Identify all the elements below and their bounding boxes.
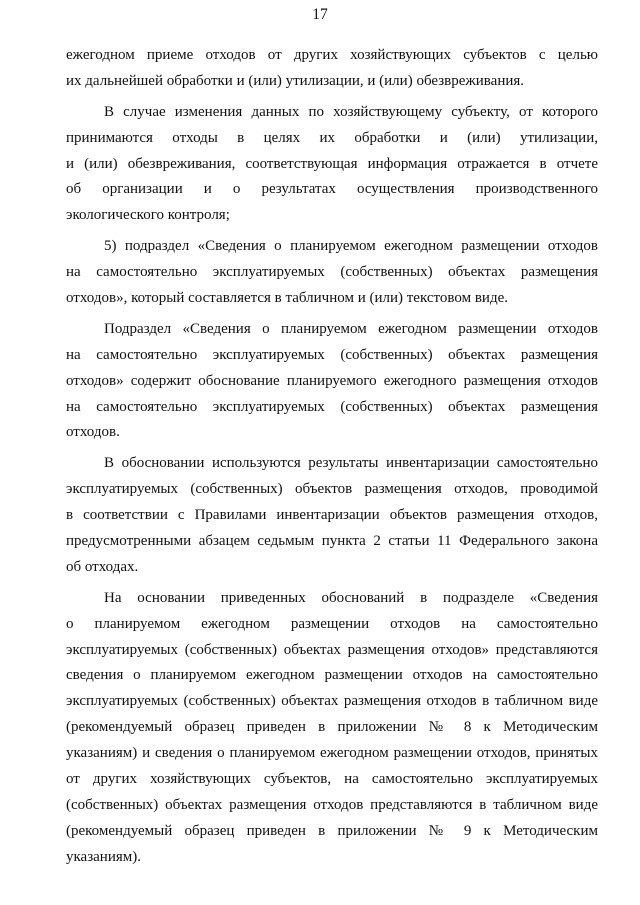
text-line: (собственных) объектах размещения отходов представляются в табличном виде	[66, 796, 598, 813]
text-line: предусмотренными абзацем седьмым пункта 2 статьи 11 Федерального закона	[66, 533, 598, 550]
text-line: от других хозяйствующих субъектов, на самостоятельно эксплуатируемых	[66, 771, 598, 788]
text-line: указаниям) и сведения о планируемом ежегодном размещении отходов, принятых	[66, 745, 598, 762]
text-line: Подраздел «Сведения о планируемом ежегодном размещении отходов	[104, 320, 598, 337]
text-line: 5) подраздел «Сведения о планируемом ежегодном размещении отходов	[104, 238, 598, 255]
text-line: (рекомендуемый образец приведен в приложении № 9 к Методическим	[66, 822, 598, 839]
text-line: (рекомендуемый образец приведен в приложении № 8 к Методическим	[66, 719, 598, 736]
text-line: об отходах.	[66, 558, 139, 575]
text-line: указаниям).	[66, 848, 141, 865]
paragraph	[66, 100, 598, 229]
text-line: на самостоятельно эксплуатируемых (собственных) объектах размещения	[66, 346, 598, 363]
text-line: эксплуатируемых (собственных) объектов размещения отходов, проводимой	[66, 481, 598, 498]
text-line: В обосновании используются результаты инвентаризации самостоятельно	[104, 455, 598, 472]
page-number: 17	[312, 6, 328, 23]
text-line: сведения о планируемом ежегодном размещении отходов на самостоятельно	[66, 667, 598, 684]
text-line: отходов.	[66, 424, 120, 441]
text-line: принимаются отходы в целях их обработки и (или) утилизации,	[66, 129, 598, 146]
text-line: В случае изменения данных по хозяйствующему субъекту, от которого	[104, 103, 598, 120]
text-line: на самостоятельно эксплуатируемых (собственных) объектах размещения	[66, 398, 598, 415]
paragraph	[66, 317, 598, 446]
text-line: отходов», который составляется в табличном и (или) текстовом виде.	[66, 290, 508, 307]
text-line: На основании приведенных обоснований в подразделе «Сведения	[104, 589, 598, 606]
text-line: о планируемом ежегодном размещении отходов на самостоятельно	[66, 615, 598, 632]
text-line: на самостоятельно эксплуатируемых (собственных) объектах размещения	[66, 264, 598, 281]
text-line: ежегодном приеме отходов от других хозяйствующих субъектов с целью	[66, 47, 598, 63]
text-line: эксплуатируемых (собственных) объектах размещения отходов в табличном виде	[66, 693, 598, 710]
paragraph	[66, 451, 598, 580]
text-line: экологического контроля;	[66, 207, 230, 224]
paragraph	[66, 234, 598, 312]
text-line: эксплуатируемых (собственных) объектах размещения отходов» представляются	[66, 641, 598, 658]
text-line: в соответствии с Правилами инвентаризации объектов размещения отходов,	[66, 507, 598, 524]
text-line: отходов» содержит обоснование планируемого ежегодного размещения отходов	[66, 372, 598, 389]
paragraph	[66, 586, 598, 871]
paragraph	[66, 43, 598, 95]
text-line: их дальнейшей обработки и (или) утилизации, и (или) обезвреживания.	[66, 72, 525, 89]
text-line: и (или) обезвреживания, соответствующая информация отражается в отчете	[66, 155, 598, 172]
document-body	[66, 43, 598, 871]
text-line: об организации и о результатах осуществления производственного	[66, 181, 598, 198]
